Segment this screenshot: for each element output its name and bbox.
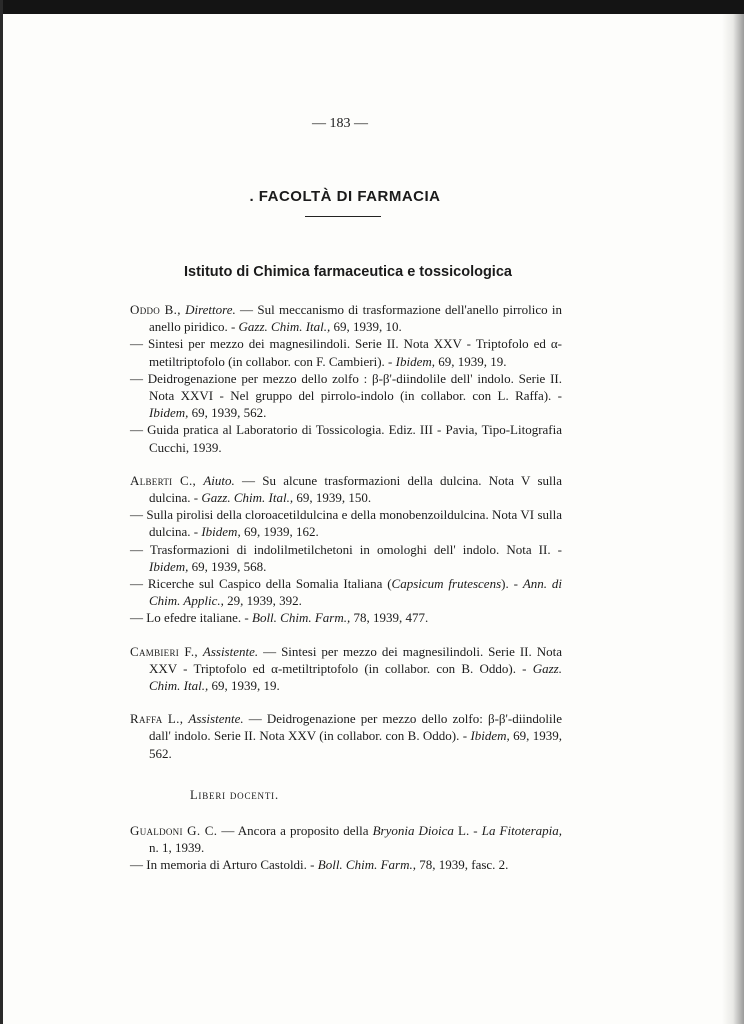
citation-source: Capsicum frutescens [391,576,502,592]
author-block [130,643,562,695]
citation-text: 69, 1939, 162. [240,524,319,540]
citation-source: Bryonia Dioica [372,823,454,838]
citation-text: Ricerche sul Caspico della Somalia Italiana ( [147,576,392,592]
section-heading: Liberi docenti. [190,788,279,802]
citation-source: Ibidem, [201,524,241,540]
citation-source: Ibidem, [470,728,510,744]
citation-source: Boll. Chim. Farm., [252,610,351,626]
author-name: Gualdoni G. C. [130,823,218,838]
citation-text: Deidrogenazione per mezzo dello zolfo: β-β'-diindolile dall' indolo. Serie II. Nota XXV (in collabor. con B. Oddo). - [149,711,563,744]
citation-text: Su alcune trasformazioni della dulcina. Nota V sulla dulcina. - [149,472,563,506]
publication-entry: — Sulla pirolisi della cloroacetildulcina e della monobenzoildulcina. Nota VI sulla dulcina. - Ibidem, 69, 1939, 162. [130,507,563,540]
institute-title: Istituto di Chimica farmaceutica e tossicologica [184,264,512,280]
author-name: Oddo B., [130,302,181,317]
citation-text: 69, 1939, 562. [188,405,267,421]
citation-source: Gazz. Chim. Ital., [238,319,331,335]
publication-entry: Raffa L., Assistente. — Deidrogenazione per mezzo dello zolfo: β-β'-diindolile dall' indolo. Serie II. Nota XXV (in collabor. con B. Oddo). - Ibidem, 69, 1939, 562. [130,711,563,761]
publication-entry: — Guida pratica al Laboratorio di Tossicologia. Ediz. III - Pavia, Tipo-Litografia Cucchi, 1939. [130,422,563,455]
citation-text: Deidrogenazione per mezzo dello zolfo : β-β'-diindolile dell' indolo. Serie II. Nota XXVI - Nel gruppo del pirrolo-indolo (in collabor. con L. Raffa). - [147,370,562,404]
page-number: — 183 — [312,116,368,131]
citation-source: Ann. di Chim. Applic., [149,576,562,609]
publication-list [130,301,562,778]
citation-text: 29, 1939, 392. [223,593,302,609]
publication-entry: — Trasformazioni di indolilmetilchetoni in omologhi dell' indolo. Nota II. - Ibidem, 69, 1939, 568. [130,541,562,574]
publication-entry: — Ricerche sul Caspico della Somalia Italiana (Capsicum frutescens). - Ann. di Chim. Applic., 29, 1939, 392. [130,576,562,609]
citation-text: L. - [453,823,482,838]
author-block [130,710,562,762]
citation-source: Gazz. Chim. Ital., [149,660,562,694]
citation-text: 69, 1939, 562. [149,728,563,761]
citation-text: 78, 1939, fasc. 2. [416,857,509,873]
publication-entry: — Lo efedre italiane. - Boll. Chim. Farm., 78, 1939, 477. [130,610,429,626]
citation-text: Guida pratica al Laboratorio di Tossicologia. Ediz. III - Pavia, Tipo-Litografia Cucchi, 1939. [147,422,563,455]
publication-entry: Cambieri F., Assistente. — Sintesi per mezzo dei magnesilindoli. Serie II. Nota XXV - Triptofolo ed α-metiltriptofolo (in collabor. con B. Oddo). - Gazz. Chim. Ital., 69, 1939, 19. [130,643,562,694]
author-role: Assistente. [202,643,259,659]
author-name: Cambieri F., [130,643,198,659]
citation-source: Ibidem, [149,558,189,574]
citation-text: In memoria di Arturo Castoldi. - [146,857,318,873]
scan-border-left [0,0,3,1024]
citation-text: Sulla pirolisi della cloroacetildulcina e della monobenzoildulcina. Nota VI sulla dulcina. - [146,507,563,540]
publication-entry: — In memoria di Arturo Castoldi. - Boll. Chim. Farm., 78, 1939, fasc. 2. [130,857,509,873]
citation-text: Lo efedre italiane. - [146,610,252,626]
citation-text: 69, 1939, 10. [330,319,402,335]
citation-text: Sintesi per mezzo dei magnesilindoli. Serie II. Nota XXV - Triptofolo ed α-metiltriptofolo (in collabor. con F. Cambieri). - [147,336,562,369]
citation-text: n. 1, 1939. [149,840,205,856]
citation-text: Trasformazioni di indolilmetilchetoni in omologhi dell' indolo. Nota II. - [149,541,562,557]
publication-entry: — Deidrogenazione per mezzo dello zolfo : β-β'-diindolile dell' indolo. Serie II. Nota XXVI - Nel gruppo del pirrolo-indolo (in collabor. con L. Raffa). - Ibidem, 69, 1939, 562. [130,370,562,421]
citation-text: Ancora a proposito della [237,823,373,838]
citation-text: 69, 1939, 19. [208,678,280,694]
citation-text: ). - [501,576,523,592]
citation-source: Ibidem, [149,405,189,421]
citation-source: Gazz. Chim. Ital., [201,490,294,506]
publication-entry: Gualdoni G. C. — Ancora a proposito della Bryonia Dioica L. - La Fitoterapia, n. 1, 1939. [130,823,563,856]
citation-text: Sul meccanismo di trasformazione dell'anello pirrolico in anello piridico. - [149,302,563,335]
citation-source: Ibidem, [395,353,435,369]
publication-list-liberi-docenti [130,822,562,890]
title-rule [305,216,381,217]
publication-entry: Alberti C., Aiuto. — Su alcune trasformazioni della dulcina. Nota V sulla dulcina. - Gazz. Chim. Ital., 69, 1939, 150. [130,472,563,506]
citation-text: Sintesi per mezzo dei magnesilindoli. Serie II. Nota XXV - Triptofolo ed α-metiltriptofolo (in collabor. con B. Oddo). - [149,643,562,676]
author-role: Assistente. [188,711,244,727]
faculty-title: . FACOLTÀ DI FARMACIA [249,188,441,205]
citation-source: La Fitoterapia, [481,823,563,838]
publication-entry: Oddo B., Direttore. — Sul meccanismo di trasformazione dell'anello pirrolico in anello piridico. - Gazz. Chim. Ital., 69, 1939, 10. [130,302,563,335]
citation-text: 69, 1939, 568. [188,558,267,574]
citation-text: 78, 1939, 477. [350,610,429,626]
author-name: Raffa L., [130,711,184,727]
citation-source: Boll. Chim. Farm., [317,857,416,873]
author-block [130,822,562,874]
author-role: Aiuto. [203,472,235,488]
citation-text: 69, 1939, 150. [293,490,372,506]
scan-border-top [0,0,744,14]
citation-text: 69, 1939, 19. [435,353,507,369]
author-block [130,301,562,456]
author-role: Direttore. [185,302,236,317]
publication-entry: — Sintesi per mezzo dei magnesilindoli. Serie II. Nota XXV - Triptofolo ed α-metiltriptofolo (in collabor. con F. Cambieri). - Ibidem, 69, 1939, 19. [130,336,562,369]
scan-border-right [722,14,744,1024]
author-name: Alberti C., [130,472,197,488]
author-block [130,472,562,627]
